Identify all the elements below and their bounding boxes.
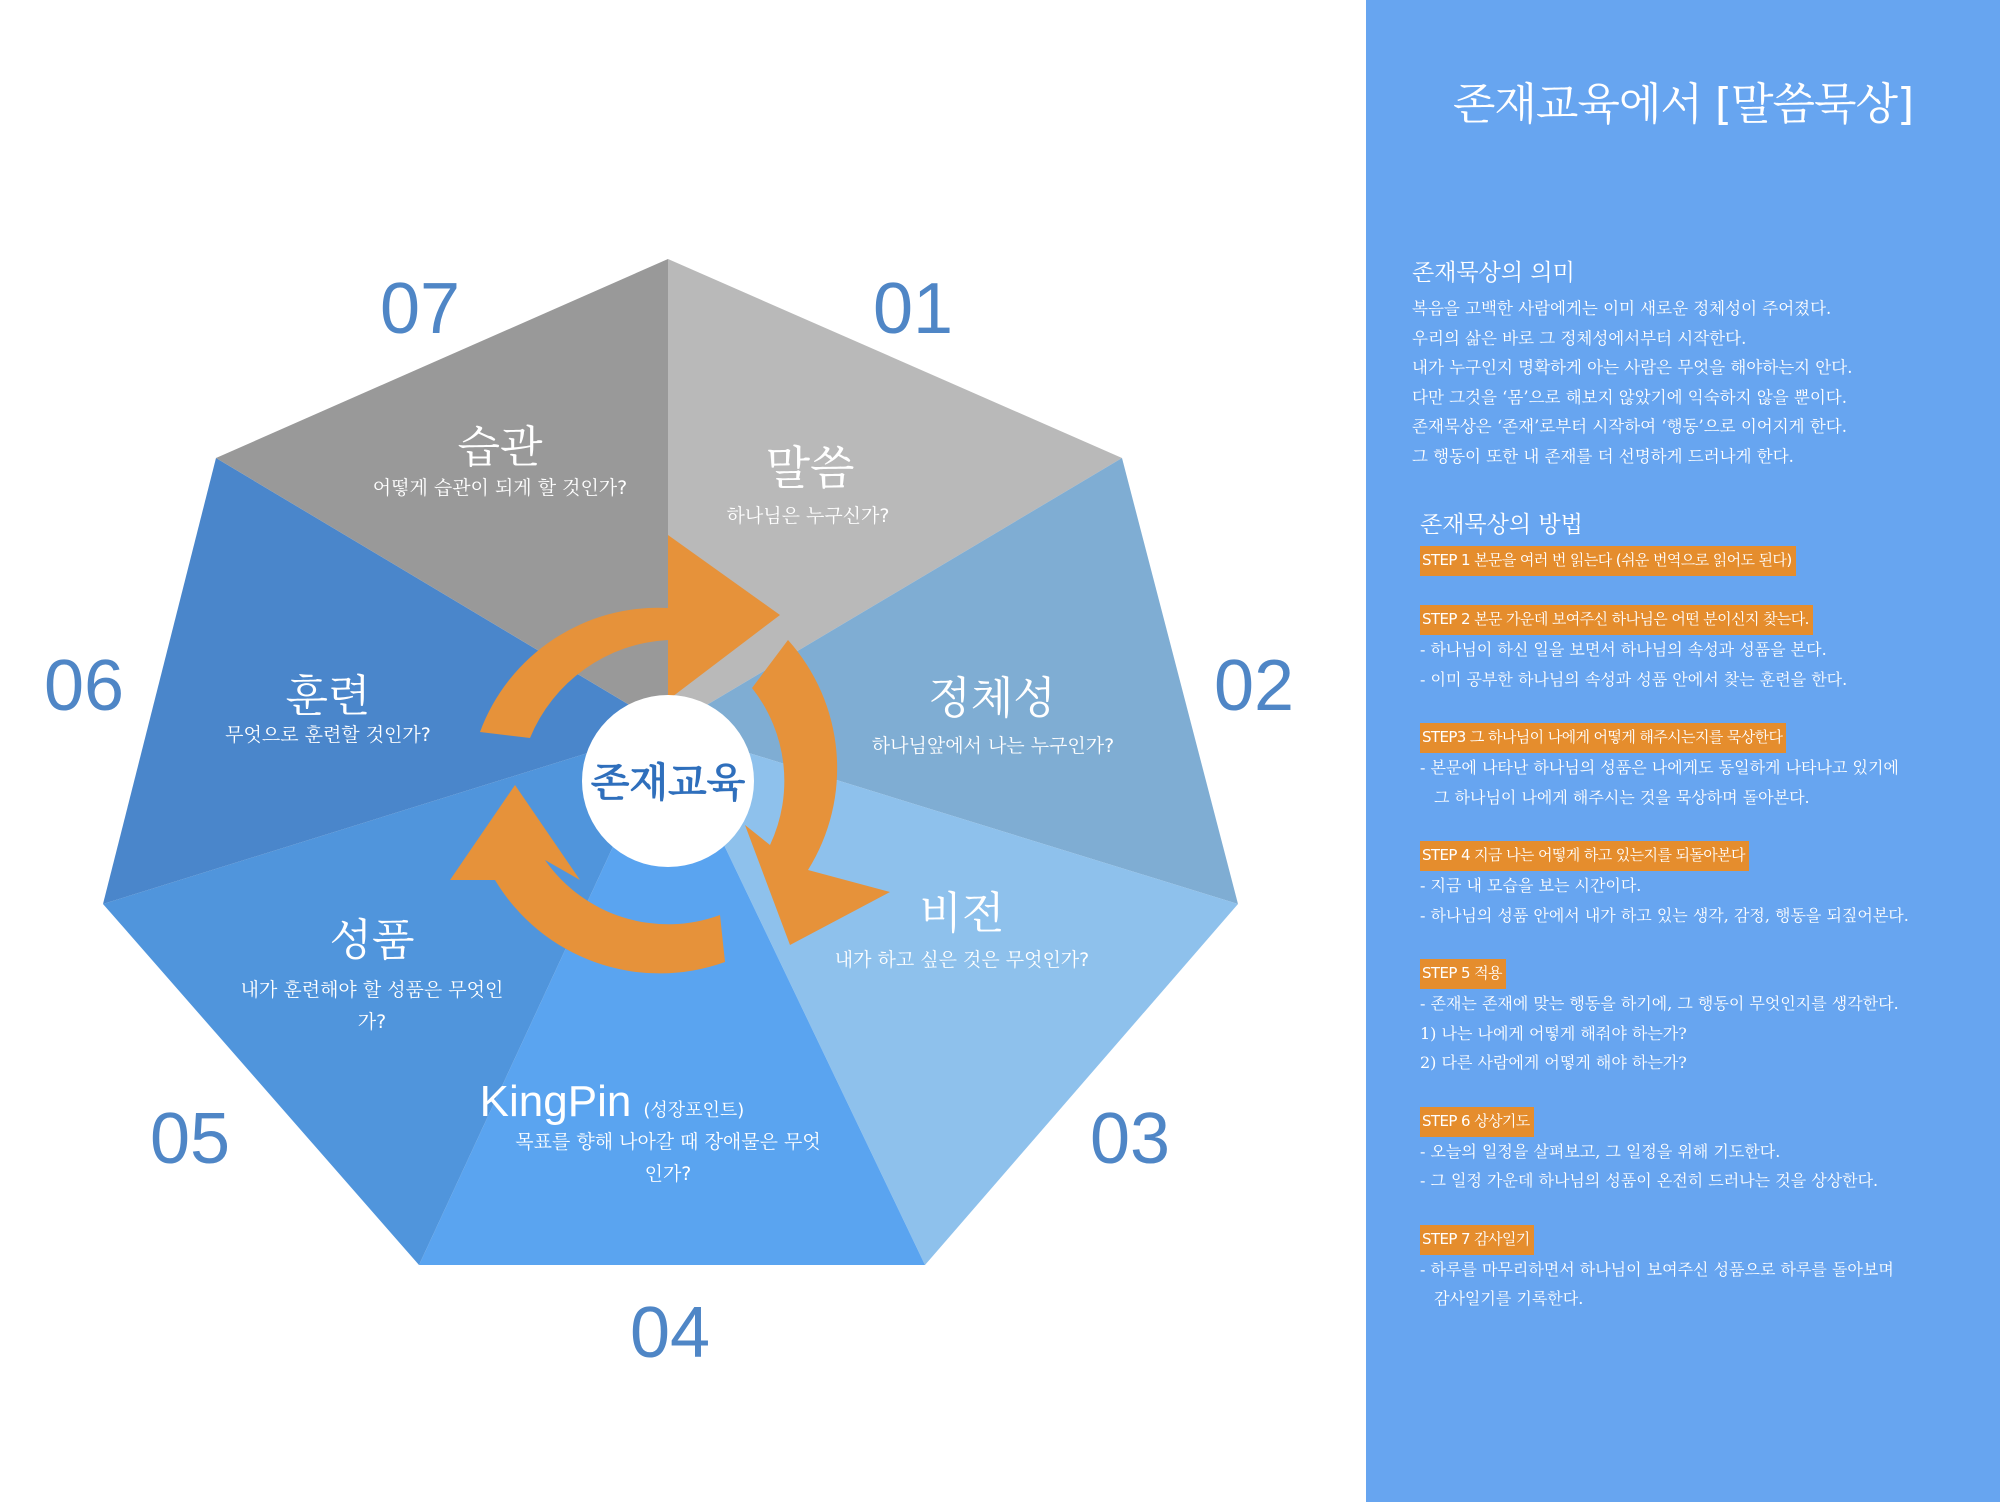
step-line: - 그 일정 가운데 하나님의 성품이 온전히 드러나는 것을 상상한다. (1420, 1171, 1879, 1190)
segment-03-title: 비전 (919, 888, 1005, 939)
segment-04-title-main: KingPin (479, 1077, 632, 1126)
segment-02-title: 정체성 (928, 673, 1056, 724)
segment-03-question: 내가 하고 싶은 것은 무엇인가? (834, 949, 1090, 971)
step-line: 2) 다른 사람에게 어떻게 해야 하는가? (1420, 1053, 1687, 1072)
step-label: STEP3 그 하나님이 나에게 어떻게 해주시는지를 묵상한다 (1420, 723, 1786, 753)
segment-07-question: 어떻게 습관이 되게 할 것인가? (372, 477, 628, 499)
sidebar-panel (1366, 0, 2000, 1502)
step-7 (1420, 1225, 1980, 1314)
segment-02-question: 하나님앞에서 나는 누구인가? (871, 735, 1115, 757)
step-label: STEP 4 지금 나는 어떻게 하고 있는지를 되돌아본다 (1420, 841, 1749, 871)
step-line: - 존재는 존재에 맞는 행동을 하기에, 그 행동이 무엇인지를 생각한다. (1420, 994, 1899, 1013)
segment-06-title: 훈련 (285, 671, 371, 722)
number-02: 02 (1213, 646, 1295, 726)
step-line: - 오늘의 일정을 살펴보고, 그 일정을 위해 기도한다. (1420, 1141, 1781, 1161)
segment-04-question-line2: 인가? (644, 1163, 692, 1185)
step-label: STEP 7 감사일기 (1420, 1225, 1534, 1255)
number-05: 05 (149, 1099, 231, 1179)
step-label: STEP 5 적용 (1420, 959, 1506, 989)
step-line: - 하나님이 하신 일을 보면서 하나님의 속성과 성품을 본다. (1420, 640, 1827, 659)
meaning-line: 우리의 삶은 바로 그 정체성에서부터 시작한다. (1412, 328, 1747, 348)
segment-05-title: 성품 (329, 915, 415, 966)
step-label: STEP 6 상상기도 (1420, 1107, 1534, 1137)
step-line: 그 하나님이 나에게 해주시는 것을 묵상하며 돌아본다. (1434, 787, 1810, 807)
number-03: 03 (1089, 1099, 1171, 1179)
step-line: - 하나님의 성품 안에서 내가 하고 있는 생각, 감정, 행동을 되짚어본다. (1420, 905, 1909, 925)
step-6 (1420, 1107, 1980, 1196)
step-line: - 본문에 나타난 하나님의 성품은 나에게도 동일하게 나타나고 있기에 (1420, 758, 1899, 777)
segment-07-title: 습관 (457, 422, 543, 473)
number-04: 04 (629, 1293, 711, 1373)
segment-04-title-suffix: (성장포인트) (643, 1100, 745, 1121)
sidebar-title: 존재교육에서 [말씀묵상] (1452, 79, 1914, 130)
segment-01-question: 하나님은 누구신가? (726, 505, 890, 527)
segment-04-question-line1: 목표를 향해 나아갈 때 장애물은 무엇 (515, 1131, 821, 1153)
step-line: - 지금 내 모습을 보는 시간이다. (1420, 876, 1642, 895)
number-06: 06 (43, 646, 125, 726)
step-line: - 하루를 마무리하면서 하나님이 보여주신 성품으로 하루를 돌아보며 (1420, 1259, 1894, 1279)
meaning-line: 존재묵상은 ‘존재’로부터 시작하여 ‘행동’으로 이어지게 한다. (1412, 417, 1847, 436)
step-label: STEP 1 본문을 여러 번 읽는다 (쉬운 번역으로 읽어도 된다) (1420, 546, 1796, 576)
step-4 (1420, 841, 1980, 930)
step-5 (1420, 959, 1980, 1078)
step-line: 1) 나는 나에게 어떻게 해줘야 하는가? (1420, 1023, 1687, 1043)
number-01: 01 (872, 269, 954, 349)
meaning-line: 복음을 고백한 사람에게는 이미 새로운 정체성이 주어졌다. (1412, 299, 1832, 318)
meaning-text (1412, 294, 1972, 471)
meaning-line: 다만 그것을 ‘몸’으로 해보지 않았기에 익숙하지 않을 뿐이다. (1412, 387, 1847, 407)
step-2 (1420, 605, 1980, 694)
step-label: STEP 2 본문 가운데 보여주신 하나님은 어떤 분이신지 찾는다. (1420, 605, 1813, 635)
step-3 (1420, 723, 1980, 812)
segment-01-title: 말씀 (765, 441, 855, 495)
meaning-title: 존재묵상의 의미 (1412, 260, 1575, 286)
step-line: 감사일기를 기록한다. (1434, 1289, 1584, 1308)
number-07: 07 (379, 269, 461, 349)
segment-06-question: 무엇으로 훈련할 것인가? (225, 724, 431, 746)
meaning-line: 그 행동이 또한 내 존재를 더 선명하게 드러나게 한다. (1412, 446, 1794, 466)
meaning-line: 내가 누구인지 명확하게 아는 사람은 무엇을 해야하는지 안다. (1412, 358, 1853, 377)
segment-05-question-line1: 내가 훈련해야 할 성품은 무엇인 (240, 979, 504, 1001)
steps-list (1420, 546, 1980, 1343)
center-label: 존재교육 (590, 760, 746, 806)
step-line: - 이미 공부한 하나님의 속성과 성품 안에서 찾는 훈련을 한다. (1420, 669, 1848, 689)
step-1 (1420, 546, 1980, 576)
method-title: 존재묵상의 방법 (1420, 512, 1583, 538)
segment-05-question-line2: 가? (357, 1011, 387, 1033)
